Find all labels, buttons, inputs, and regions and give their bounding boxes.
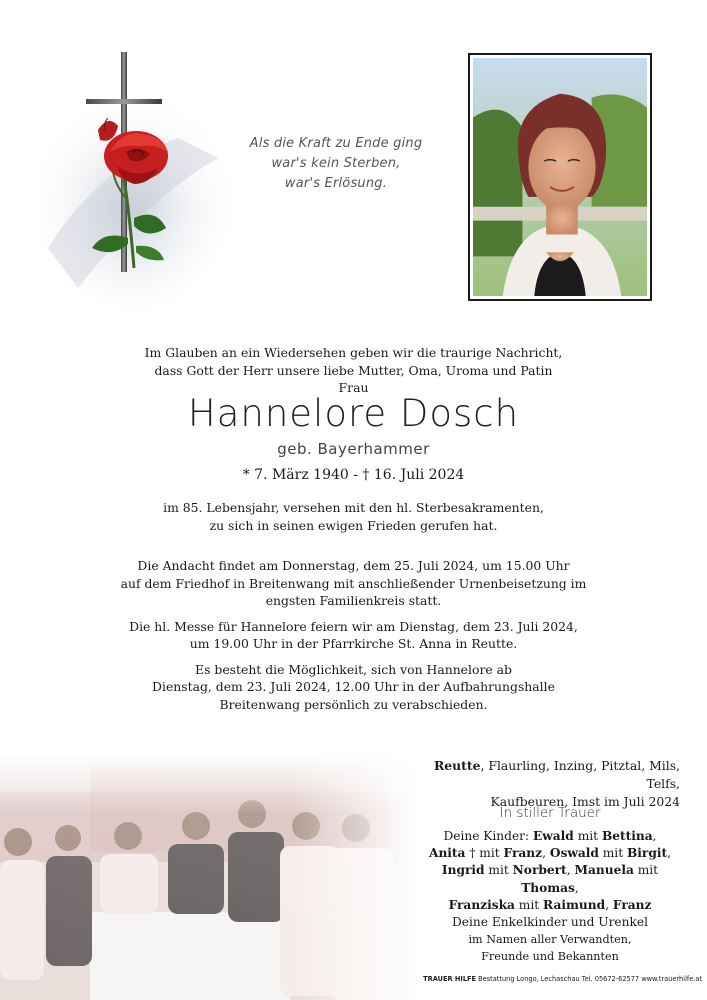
with-word: mit <box>514 897 544 912</box>
family-group-photo <box>0 752 420 1000</box>
service-details <box>100 557 607 721</box>
mourning-title: In stiller Trauer <box>499 805 601 821</box>
deceased-mark: † <box>465 846 476 861</box>
partner-name: Raimund <box>543 897 606 912</box>
children-intro: Deine Kinder: <box>443 829 533 843</box>
child-name: Oswald <box>549 846 599 861</box>
child-name: Ingrid <box>441 863 485 878</box>
places-date <box>420 757 680 811</box>
child-name: Franz <box>612 897 652 912</box>
abschied-paragraph <box>100 661 607 714</box>
relatives-line-2: Freunde und Bekannten <box>481 950 619 964</box>
announcement-line-2: dass Gott der Herr unsere liebe Mutter, Oma, Uroma und Patin <box>154 362 553 378</box>
sacraments-text <box>120 499 587 534</box>
family-line <box>416 828 684 845</box>
places-line-2: Kaufbeuren, Imst im Juli 2024 <box>490 794 680 809</box>
motto-line-2: war's kein Sterben, <box>271 156 401 171</box>
abschied-line: Breitenwang persönlich zu verabschieden. <box>219 696 488 712</box>
place-reutte: Reutte <box>433 758 481 773</box>
motto-verse <box>228 134 444 194</box>
andacht-line: auf dem Friedhof in Breitenwang mit anschließender Urnenbeisetzung im <box>120 575 587 591</box>
announcement-text <box>120 344 587 397</box>
family-line <box>416 845 684 862</box>
footer-details: Bestattung Longo, Lechaschau Tel. 05672-62577 www.trauerhilfe.at <box>476 975 702 983</box>
portrait-photo <box>473 58 647 296</box>
separator: , <box>566 863 575 878</box>
child-name: Anita <box>428 846 466 861</box>
portrait-frame <box>468 53 652 301</box>
family-line <box>416 897 684 914</box>
separator: , <box>605 897 613 912</box>
cross-rose-image <box>38 48 238 308</box>
child-name: Franziska <box>448 897 515 912</box>
partner-name: Franz <box>503 846 543 861</box>
abschied-line: Dienstag, dem 23. Juli 2024, 12.00 Uhr in der Aufbahrungshalle <box>152 679 555 694</box>
sacraments-line-2: zu sich in seinen ewigen Frieden gerufen hat. <box>209 517 498 533</box>
life-dates: * 7. März 1940 - † 16. Juli 2024 <box>242 467 465 483</box>
separator: , <box>542 846 550 861</box>
partner-name: Norbert <box>512 863 567 878</box>
partner-name: Bettina <box>601 829 653 843</box>
with-word: mit <box>573 829 602 843</box>
announcement-line-1: Im Glauben an ein Wiedersehen geben wir die traurige Nachricht, <box>144 345 563 360</box>
andacht-line: Die Andacht findet am Donnerstag, dem 25. Juli 2024, um 15.00 Uhr <box>137 558 570 573</box>
with-word: mit <box>484 863 513 878</box>
places-line-1 <box>420 757 680 793</box>
abschied-line: Es besteht die Möglichkeit, sich von Hannelore ab <box>195 661 512 677</box>
with-word: mit <box>633 863 659 878</box>
separator: , <box>652 829 657 843</box>
with-word: mit <box>598 846 627 861</box>
funeral-home-footer <box>402 975 702 983</box>
family-line <box>416 862 684 896</box>
places-rest: , Flaurling, Inzing, Pitztal, Mils, Telfs, <box>480 758 680 791</box>
footer-brand: TRAUER HILFE <box>423 975 477 983</box>
child-name: Ewald <box>532 829 574 843</box>
messe-line: Die hl. Messe für Hannelore feiern wir am Dienstag, dem 23. Juli 2024, <box>129 618 578 634</box>
announcement-line-3: Frau <box>338 380 369 395</box>
messe-paragraph <box>100 618 607 653</box>
separator: , <box>667 846 671 861</box>
messe-line: um 19.00 Uhr in der Pfarrkirche St. Anna in Reutte. <box>189 636 518 651</box>
maiden-name: geb. Bayerhammer <box>277 440 430 458</box>
sacraments-line-1: im 85. Lebensjahr, versehen mit den hl. Sterbesakramenten, <box>163 500 544 515</box>
separator: , <box>574 880 579 895</box>
child-name: Manuela <box>574 863 634 878</box>
with-word: mit <box>475 846 504 861</box>
partner-name: Birgit <box>626 846 668 861</box>
motto-line-1: Als die Kraft zu Ende ging <box>249 136 423 151</box>
grandchildren-line: Deine Enkelkinder und Urenkel <box>452 915 648 930</box>
family-list <box>416 828 684 966</box>
andacht-paragraph <box>100 557 607 610</box>
deceased-name: Hannelore Dosch <box>187 392 520 435</box>
relatives-line-1: im Namen aller Verwandten, <box>468 933 632 947</box>
andacht-line: engsten Familienkreis statt. <box>265 593 442 608</box>
motto-line-3: war's Erlösung. <box>284 176 388 191</box>
partner-name: Thomas <box>521 880 575 895</box>
